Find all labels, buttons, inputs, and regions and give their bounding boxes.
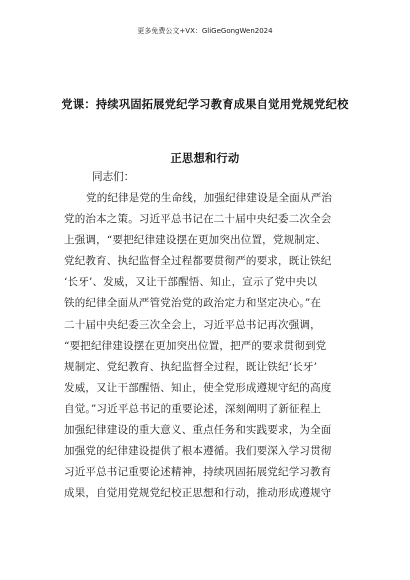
body-line: 党的纪律是党的生命线，加强纪律建设是全面从严治 [86,192,333,204]
document-title-line-1: 党课：持续巩固拓展党纪学习教育成果自觉用党规党纪校 [61,98,349,111]
body-line: 规制定、党纪教育、执纪监督全过程，既让铁纪‘长牙’ [64,360,318,373]
body-line: 党纪教育、执纪监督全过程都要贯彻严的要求，既让铁纪 [64,255,332,268]
body-line: 铁的纪律全面从严管党治党的政治定力和坚定决心。”在 [64,297,322,310]
body-line: 党的治本之策。习近平总书记在二十届中央纪委二次全会 [64,213,332,226]
salutation: 同志们： [92,171,135,183]
body-line: 成果，自觉用党规党纪校正思想和行动，推动形成遵规守 [64,487,332,500]
body-line: 习近平总书记重要论述精神，持续巩固拓展党纪学习教育 [64,466,332,479]
header-note: 更多免费公文+VX：GliGeGongWen2024 [137,27,273,35]
body-paragraph [64,188,356,504]
body-line: 加强纪律建设的重大意义、重点任务和实践要求，为全面 [64,424,332,437]
body-line: ‘长牙’、发威，又让干部醒悟、知止，宣示了党中央以 [64,276,318,289]
body-line: 二十届中央纪委三次全会上，习近平总书记再次强调， [64,318,321,331]
body-line: 自觉。”习近平总书记的重要论述，深刻阐明了新征程上 [64,402,322,415]
body-line: 加强党的纪律建设提供了根本遵循。我们要深入学习贯彻 [64,445,332,458]
body-line: “要把纪律建设摆在更加突出位置，把严的要求贯彻到党 [64,339,327,352]
body-line: 上强调，“要把纪律建设摆在更加突出位置，党规制定、 [64,234,327,247]
document-title-line-2: 正思想和行动 [170,152,240,165]
body-line: 发威，又让干部醒悟、知止，使全党形成遵规守纪的高度 [64,381,332,394]
